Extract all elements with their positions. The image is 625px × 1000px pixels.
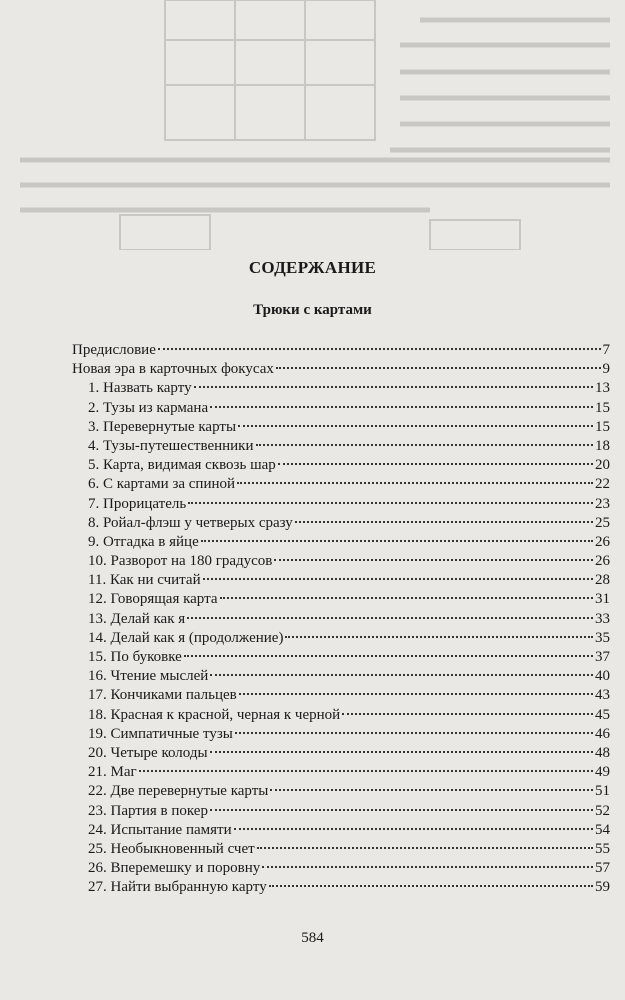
- toc-item-title: 23. Партия в покер: [88, 802, 208, 819]
- toc-item-title: 12. Говорящая карта: [88, 591, 218, 608]
- section-heading: Трюки с картами: [253, 302, 372, 318]
- toc-item-page: 25: [595, 514, 610, 531]
- toc-item-page: 33: [595, 610, 610, 627]
- toc-item-title: 9. Отгадка в яйце: [88, 533, 199, 550]
- toc-item-page: 15: [595, 399, 610, 416]
- toc-item-title: 5. Карта, видимая сквозь шар: [88, 457, 276, 474]
- dot-leader: [295, 521, 593, 523]
- dot-leader: [210, 674, 593, 676]
- toc-item[interactable]: [72, 514, 610, 533]
- toc-item-page: 28: [595, 572, 610, 589]
- toc-item-title: 16. Чтение мыслей: [88, 668, 209, 685]
- toc-item[interactable]: [72, 667, 610, 686]
- toc-item-title: 10. Разворот на 180 градусов: [88, 553, 273, 570]
- dot-leader: [220, 597, 593, 599]
- dot-leader: [257, 847, 593, 849]
- contents-heading: СОДЕРЖАНИЕ: [248, 258, 377, 277]
- toc-item-title: 26. Вперемешку и поровну: [88, 860, 261, 877]
- toc-item-title: 22. Две перевернутые карты: [88, 783, 269, 800]
- toc-item-page: 48: [595, 744, 610, 761]
- dot-leader: [201, 540, 593, 542]
- toc-item-title: 25. Необыкновенный счет: [88, 840, 255, 857]
- toc-entry-title: Предисловие: [72, 342, 156, 358]
- dot-leader: [342, 713, 593, 715]
- toc-item-title: 1. Назвать карту: [88, 380, 192, 397]
- toc-item-page: 55: [595, 840, 610, 857]
- toc-item[interactable]: [72, 418, 610, 437]
- toc-item[interactable]: [72, 571, 610, 590]
- toc-item-title: 21. Маг: [88, 764, 137, 781]
- toc-entry-new-era[interactable]: [72, 360, 610, 379]
- dot-leader: [239, 693, 593, 695]
- toc-item-title: 2. Тузы из кармана: [88, 399, 209, 416]
- dot-leader: [234, 828, 593, 830]
- toc-item-title: 17. Кончиками пальцев: [88, 687, 237, 704]
- dot-leader: [278, 463, 593, 465]
- toc-item-page: 59: [595, 879, 610, 896]
- toc-item-title: 27. Найти выбранную карту: [88, 879, 267, 896]
- toc-item-title: 18. Красная к красной, черная к черной: [88, 706, 341, 723]
- toc-item-title: 19. Симпатичные тузы: [88, 725, 233, 742]
- toc-entry-preface[interactable]: [72, 341, 610, 360]
- toc-item-title: 11. Как ни считай: [88, 572, 201, 589]
- toc-item[interactable]: [72, 840, 610, 859]
- toc-item-title: 4. Тузы-путешественники: [88, 437, 254, 454]
- toc-item-title: 15. По буковке: [88, 649, 182, 665]
- toc-item[interactable]: [72, 495, 610, 514]
- toc-item[interactable]: [72, 878, 610, 897]
- toc-item-title: 14. Делай как я (продолжение): [88, 629, 284, 646]
- toc-item[interactable]: [72, 590, 610, 609]
- toc-entry-page: 7: [602, 342, 610, 358]
- toc-item-page: 26: [595, 553, 610, 570]
- toc-item[interactable]: [72, 725, 610, 744]
- toc-item[interactable]: [72, 399, 610, 418]
- dot-leader: [274, 559, 593, 561]
- toc-item-page: 22: [595, 476, 610, 493]
- dot-leader: [238, 425, 593, 427]
- dot-leader: [237, 482, 593, 484]
- toc-item[interactable]: [72, 456, 610, 475]
- toc-item[interactable]: [72, 648, 610, 667]
- toc-item-page: 31: [595, 591, 610, 608]
- toc-item[interactable]: [72, 859, 610, 878]
- toc-item[interactable]: [72, 437, 610, 456]
- toc-item[interactable]: [72, 475, 610, 494]
- dot-leader: [158, 348, 601, 350]
- toc-item[interactable]: [72, 744, 610, 763]
- dot-leader: [285, 636, 593, 638]
- dot-leader: [262, 866, 593, 868]
- toc-item-page: 43: [595, 687, 610, 704]
- toc-item[interactable]: [72, 552, 610, 571]
- toc-entry-title: Новая эра в карточных фокусах: [72, 361, 274, 378]
- dot-leader: [269, 885, 593, 887]
- toc-item-page: 45: [595, 706, 610, 723]
- dot-leader: [194, 386, 593, 388]
- toc-item-page: 13: [595, 380, 610, 397]
- toc-item-page: 35: [595, 629, 610, 646]
- toc-item[interactable]: [72, 533, 610, 552]
- toc-item[interactable]: [72, 610, 610, 629]
- toc-item-page: 51: [595, 783, 610, 800]
- toc-item-page: 18: [595, 437, 610, 454]
- toc-item-page: 57: [595, 860, 610, 877]
- toc-item[interactable]: [72, 782, 610, 801]
- dot-leader: [270, 789, 593, 791]
- toc-item[interactable]: [72, 379, 610, 398]
- dot-leader: [235, 732, 593, 734]
- dot-leader: [256, 444, 594, 446]
- dot-leader: [203, 578, 593, 580]
- page-number: 584: [301, 930, 324, 946]
- toc-item-page: 23: [595, 495, 610, 512]
- dot-leader: [184, 655, 593, 657]
- dot-leader: [139, 770, 593, 772]
- toc-entry-page: 9: [602, 361, 610, 378]
- toc-item-page: 20: [595, 457, 610, 474]
- toc-item-page: 49: [595, 764, 610, 781]
- toc-item-title: 7. Прорицатель: [88, 495, 187, 512]
- toc-item[interactable]: [72, 802, 610, 821]
- toc-item[interactable]: [72, 686, 610, 705]
- toc-item-page: 26: [595, 533, 610, 550]
- toc-item-title: 20. Четыре колоды: [88, 744, 208, 761]
- toc-item[interactable]: [72, 629, 610, 648]
- toc-item-page: 37: [595, 649, 610, 665]
- toc-item-title: 6. С картами за спиной: [88, 476, 236, 493]
- dot-leader: [188, 502, 593, 504]
- dot-leader: [276, 367, 601, 369]
- toc-item-title: 3. Перевернутые карты: [88, 418, 237, 435]
- table-of-contents: [72, 341, 610, 897]
- toc-item-title: 24. Испытание памяти: [88, 821, 232, 838]
- toc-item-title: 8. Ройал-флэш у четверых сразу: [88, 514, 293, 531]
- dot-leader: [210, 809, 593, 811]
- toc-item-title: 13. Делай как я: [88, 610, 186, 627]
- toc-item-page: 54: [595, 821, 610, 838]
- toc-item[interactable]: [72, 763, 610, 782]
- toc-item[interactable]: [72, 706, 610, 725]
- toc-item[interactable]: [72, 821, 610, 840]
- dot-leader: [210, 406, 593, 408]
- dot-leader: [210, 751, 593, 753]
- toc-item-page: 15: [595, 418, 610, 435]
- dot-leader: [187, 617, 593, 619]
- toc-item-page: 40: [595, 668, 610, 685]
- toc-item-page: 46: [595, 725, 610, 742]
- toc-item-page: 52: [595, 802, 610, 819]
